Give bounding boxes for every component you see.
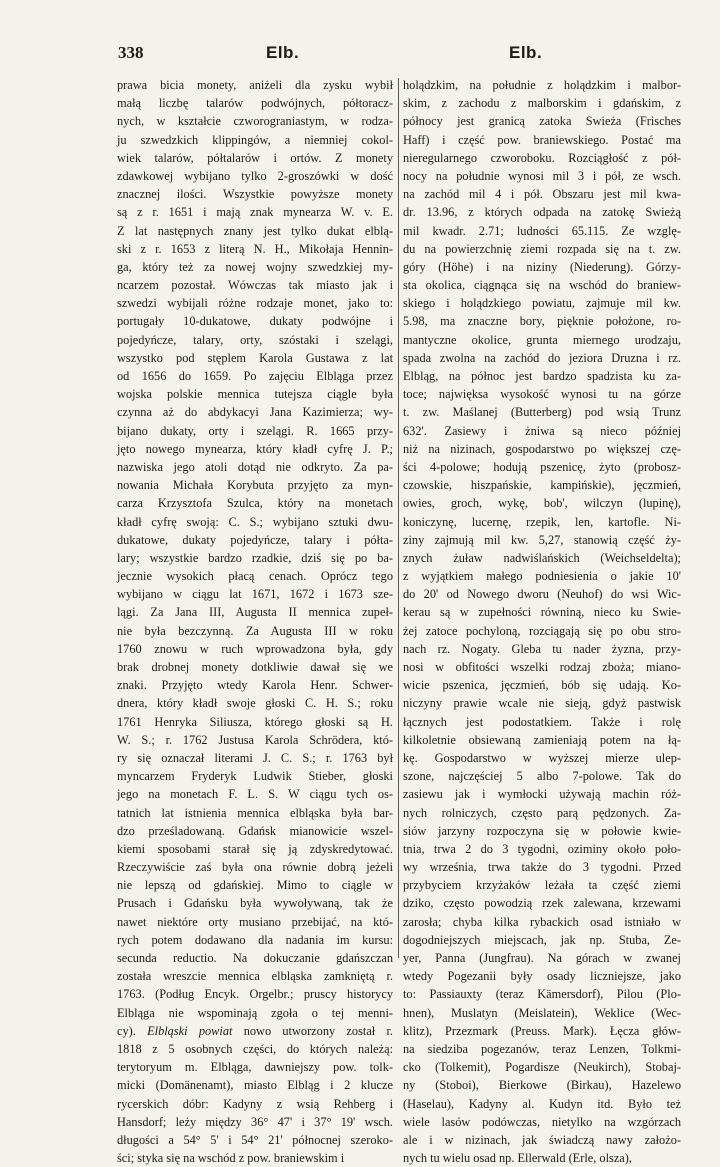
text-line: dzo prześladowaną. Gdańsk mianowicie wszel- [117, 823, 393, 838]
text-line: nych rolniczych, często parą pędzonych. Za- [403, 805, 681, 820]
text-line: koniczynę, lucernę, rzepik, len, kartofle. Ni- [403, 514, 681, 529]
text-line: toce; najwięksa wysokość wynosi tu na górze [403, 387, 681, 402]
text-line: cy). Elbląski powiat nowo utworzony został r. [117, 1023, 393, 1038]
text-line: 1763. (Podług Encyk. Orgelbr.; pruscy historycy [117, 987, 393, 1002]
text-line: wszystko pod stęplem Karola Gustawa z lat [117, 350, 393, 365]
text-line: brak drobnej monety dotkliwie dawał się we [117, 660, 393, 674]
text-line: nawet niektóre orty musiano przebijać, na któ- [117, 914, 393, 929]
text-line: od 1656 do 1659. Po zajęciu Elbląga przez [117, 369, 393, 383]
text-line: dnera, który kładł swoje głoski C. H. S.; roku [117, 696, 393, 711]
text-line: zarosła; chyba kilka rybackich osad istniało w [403, 914, 681, 929]
text-line: żej zatoce pochyloną, rozciągają się po obu stro- [403, 623, 681, 638]
text-line: nych, w kształcie czworograniastym, w rodza- [117, 114, 393, 129]
text-line: dziko, często powodzią rzek zalewana, krzewami [403, 896, 681, 911]
text-line: ry się oznaczał literami J. C. S.; r. 1763 był [117, 750, 393, 765]
text-line: 1761 Henryka Siliusza, którego głoski są H. [117, 714, 393, 729]
text-line: Prusach i Gdańsku była wywoływaną, tak że [117, 896, 393, 911]
text-line: (Haselau), Kadyny al. Kudyn itd. Było też [403, 1096, 681, 1111]
text-line: wicie pszenica, jęczmień, bób się udają. Ko- [403, 678, 681, 693]
text-line: klitz), Przezmark (Preuss. Mark). Łęcza głów- [403, 1023, 681, 1038]
text-line: carza Krzysztofa Szulca, który na monetach [117, 496, 393, 511]
text-line: kilkoletnie obsiewaną zamieniają potem na łą- [403, 732, 681, 747]
text-line: hnen), Muslatyn (Meislatein), Weklice (Wec- [403, 1005, 681, 1020]
text-line: Hansdorf; leży między 36° 47' i 37° 19' wsch. [117, 1114, 393, 1129]
text-line: rych potem dodawano dla nadania im kursu: [117, 932, 393, 947]
text-line: mil kwadr. 2.71; ludności 65.115. Ze wzglę- [403, 223, 681, 238]
text-line: niczyny prawie wcale nie sieją, gdyż pastwisk [403, 696, 681, 711]
text-line: Haff) i część pow. braniewskiego. Postać ma [403, 132, 681, 147]
text-line: łącznych jest podostatkiem. Także i rolę [403, 714, 681, 729]
text-line: nazwiska jego atoli dotąd nie odkryto. Za pa- [117, 459, 393, 474]
text-line: t. zw. Maślanej (Butterberg) pod wsią Trunz [403, 405, 681, 420]
text-line: tnia, trwa 2 do 3 tygodni, oziminy około poło- [403, 841, 681, 856]
text-line: znych żuław nadwiślańskich (Weichseldelta); [403, 550, 681, 565]
text-line: skiego i holądzkiego powiatu, zajmuje mil kw. [403, 296, 681, 311]
text-line: na zachód mil 4 i pół. Obszaru jest mil kwa- [403, 187, 681, 202]
text-line: siów jarzyny rozpoczyna się w połowie kwie- [403, 823, 681, 838]
text-line: Elbląga nie wspominają zgoła o tej menni- [117, 1005, 393, 1020]
text-line: nieregularnego czworoboku. Rozciągłość z pół- [403, 150, 681, 165]
text-line: micki (Domänenamt), miasto Elbląg i 2 klucze [117, 1078, 393, 1093]
text-line: ju szwedzkich klippingów, a niemniej cokol- [117, 132, 393, 147]
text-line: została wreszcie mennica elbląska zamkniętą r. [117, 969, 393, 984]
text-line: wtedy Pogezanii były osady liczniejsze, jako [403, 969, 681, 984]
text-line: tatnich lat istnienia mennica elbląska była bar- [117, 805, 393, 820]
text-line: kę. Gospodarstwo w wyższej mierze ulep- [403, 750, 681, 765]
text-line: szone, najczęściej 5 albo 7-polowe. Tak do [403, 769, 681, 784]
text-line: nie była bezczynną. Za Augusta III w roku [117, 623, 393, 638]
text-line: na siedziba pogezanów, teraz Lenzen, Tolkmi- [403, 1041, 681, 1056]
page-header [116, 43, 684, 67]
text-line: dogodniejszych miejscach, jak np. Stuba, Ze- [403, 932, 681, 947]
text-line: zasiewu jak i wymłocki używają machin róż- [403, 787, 681, 802]
text-line: 632'. Zasiewy i żniwa są nieco później [403, 423, 681, 438]
text-line: cko (Tolkemit), Pogardisze (Neukirch), Stobaj- [403, 1060, 681, 1075]
text-line: nowania Michała Korybuta przyjęto za myn- [117, 478, 393, 493]
text-line: ziny zajmują mil kw. 5,27, stanowią część ży- [403, 532, 681, 547]
text-line: 5.98, ma znaczne bory, pięknie położone, ro- [403, 314, 681, 329]
text-line: W. S.; r. 1762 Justusa Karola Schrödera, któ- [117, 732, 393, 747]
text-line: spada zwolna na zachód do jeziora Druzna i rz. [403, 350, 681, 365]
text-line: wojska polskie mennica tutejsza ciągle była [117, 387, 393, 402]
text-line: ale i w nizinach, jak świadczą nawy założo- [403, 1132, 681, 1147]
text-line: ski z r. 1653 z literą N. H., Mikołaja Hennin- [117, 241, 393, 256]
text-line: ści; styka się na wschód z pow. braniewskim i [117, 1151, 345, 1166]
text-line: myncarzem Fryderyk Ludwik Stieber, głoski [117, 769, 393, 784]
text-column-right [403, 76, 681, 1167]
text-line: znacznej ilości. Wszystkie powyższe monety [117, 187, 393, 202]
page-number: 338 [118, 43, 144, 62]
text-line: skim, z zachodu z malborskim i gdańskim, z [403, 96, 681, 111]
text-line: holądzkim, na południe z holądzkim i malbor- [403, 78, 681, 92]
text-line: przybyciem krzyżaków leżała ta część ziemi [403, 878, 681, 893]
text-line: dukatowe, dukaty pojedyńcze, talary i półta- [117, 532, 393, 547]
text-line: Rzeczywiście zaś była ona równie dobrą jeżeli [117, 860, 393, 875]
text-line: bijano dukaty, orty i szelągi. R. 1665 przy- [117, 423, 393, 438]
text-line: kerau są w zupełności równiną, nieco ku Swie- [403, 605, 681, 620]
text-line: małą liczbę talarów podwójnych, półtoracz- [117, 96, 393, 111]
text-line: rycerskich dóbr: Kadyny z wsią Rehberg i [117, 1096, 393, 1111]
text-line: 1818 z 5 osobnych części, do których należą: [117, 1041, 393, 1056]
text-line: jęto nowego mynearza, który kładł cyfrę J. P.; [117, 441, 393, 456]
text-line: prawa bicia monety, aniżeli dla zysku wybił [117, 78, 393, 92]
text-line: secunda reductio. Na dokuczanie gdańszczan [117, 951, 393, 965]
text-line: pojedyńcze, talary, orty, szóstaki i szelągi, [117, 332, 393, 347]
text-line: czynna aż do abdykacyi Jana Kazimierza; wy- [117, 405, 393, 420]
text-line: lągi. Za Jana III, Augusta II mennica zupeł- [117, 605, 393, 620]
text-line: du na powierzchnię ziemi rozpada się na t. zw. [403, 241, 681, 256]
text-line: wy września, trwa także do 3 tygodni. Przed [403, 860, 681, 875]
text-line: ści 4-polowe; hodują pszenicę, żyto (probosz- [403, 459, 681, 474]
text-line: kiemi sposobami starał się ją zdyskredytować. [117, 841, 393, 856]
text-line: z wyjątkiem małego podniesienia o jakie 10' [403, 569, 681, 584]
text-line: do 20' od Nowego dworu (Neuhof) do wsi Wic- [403, 587, 681, 602]
running-head-left: Elb. [266, 43, 300, 62]
text-line: szwedzi wybijali różne rodzaje monet, jako to: [117, 296, 393, 311]
text-line: Elbląg, na północ jest bardzo spadzista ku za- [403, 369, 681, 383]
text-line: nocy na południe wynosi mil 3 i pół, ze wsch. [403, 168, 681, 183]
text-line: znaki. Przyjęto wtedy Karola Henr. Schwer- [117, 678, 393, 693]
text-line: wiek talarów, półtalarów i ortów. Z monety [117, 150, 393, 165]
text-line: góry (Höhe) i na niziny (Niederung). Górzy- [403, 259, 681, 274]
text-line: yer, Panna (Jungfrau). Na górach w zwanej [403, 951, 681, 965]
text-line: niż na nizinach, gospodarstwo po większej czę- [403, 441, 681, 456]
running-head-right: Elb. [509, 43, 543, 62]
text-line: dr. 13.96, z których odpada na zatokę Swieżą [403, 205, 681, 220]
text-line: czowskie, hiszpańskie, kampińskie), jęczmień, [403, 478, 681, 493]
text-line: mantyczne okolice, grunta miernego urodzaju, [403, 332, 681, 347]
text-line: zdawkowej wybijano tylko 2-groszówki w dość [117, 168, 393, 183]
text-line: jego na monetach F. L. S. W ciągu tych os- [117, 787, 393, 802]
text-line: kładł cyfrę swoją: C. S.; wybijano sztuki dwu- [117, 514, 393, 529]
text-line: są z r. 1651 i mają znak mynearza W. v. E. [117, 205, 393, 220]
text-line: owies, groch, wykę, bob', wilczyn (lupinę), [403, 496, 681, 511]
text-line: nie lepszą od gdańskiej. Mimo to ciągle w [117, 878, 393, 893]
text-line: portugały 10-dukatowe, dukaty podwójne i [117, 314, 393, 329]
text-line: 1760 znowu w ruch wprowadzona była, gdy [117, 641, 393, 656]
text-line: ny (Stoboi), Bierkowe (Birkau), Hazelewo [403, 1078, 681, 1093]
text-line: nach rz. Nogaty. Gleba tu nader żyzna, przy- [403, 641, 681, 656]
text-line: lary; wszystkie bardzo rzadkie, dziś się po ba- [117, 550, 393, 565]
text-line: terytoryum m. Elbląga, dawniejszy pow. tolk- [117, 1060, 393, 1075]
column-divider [398, 78, 399, 958]
text-line: wybijano w ciągu lat 1671, 1672 i 1673 sze- [117, 587, 393, 602]
text-line: Z lat następnych znany jest tylko dukat elblą- [117, 223, 393, 238]
text-line: sta okolica, ciągnąca się na wschód do braniew- [403, 278, 681, 293]
text-line: ncarzem pozostał. Wówczas tak miasto jak i [117, 278, 393, 293]
text-line: nosi w obfitości wszelki rodzaj zboża; miano- [403, 660, 681, 674]
text-line: północy jest granicą zatoka Swieża (Frisches [403, 114, 681, 129]
text-line: wiele lasów podówczas, nietylko na wzgórzach [403, 1114, 681, 1129]
text-line: długości a 54° 5' i 54° 21' północnej szeroko- [117, 1132, 393, 1147]
text-line: nych tu wielu osad np. Ellerwald (Erle, olsza), [403, 1151, 632, 1166]
text-line: ga, który też za nowej wojny szwedzkiej my- [117, 259, 393, 274]
text-line: to: Passiauxty (teraz Kämersdorf), Pilou (Plo- [403, 987, 681, 1002]
text-line: jecznie wysokich płacą cenach. Oprócz tego [117, 569, 393, 584]
text-column-left [117, 76, 393, 1167]
